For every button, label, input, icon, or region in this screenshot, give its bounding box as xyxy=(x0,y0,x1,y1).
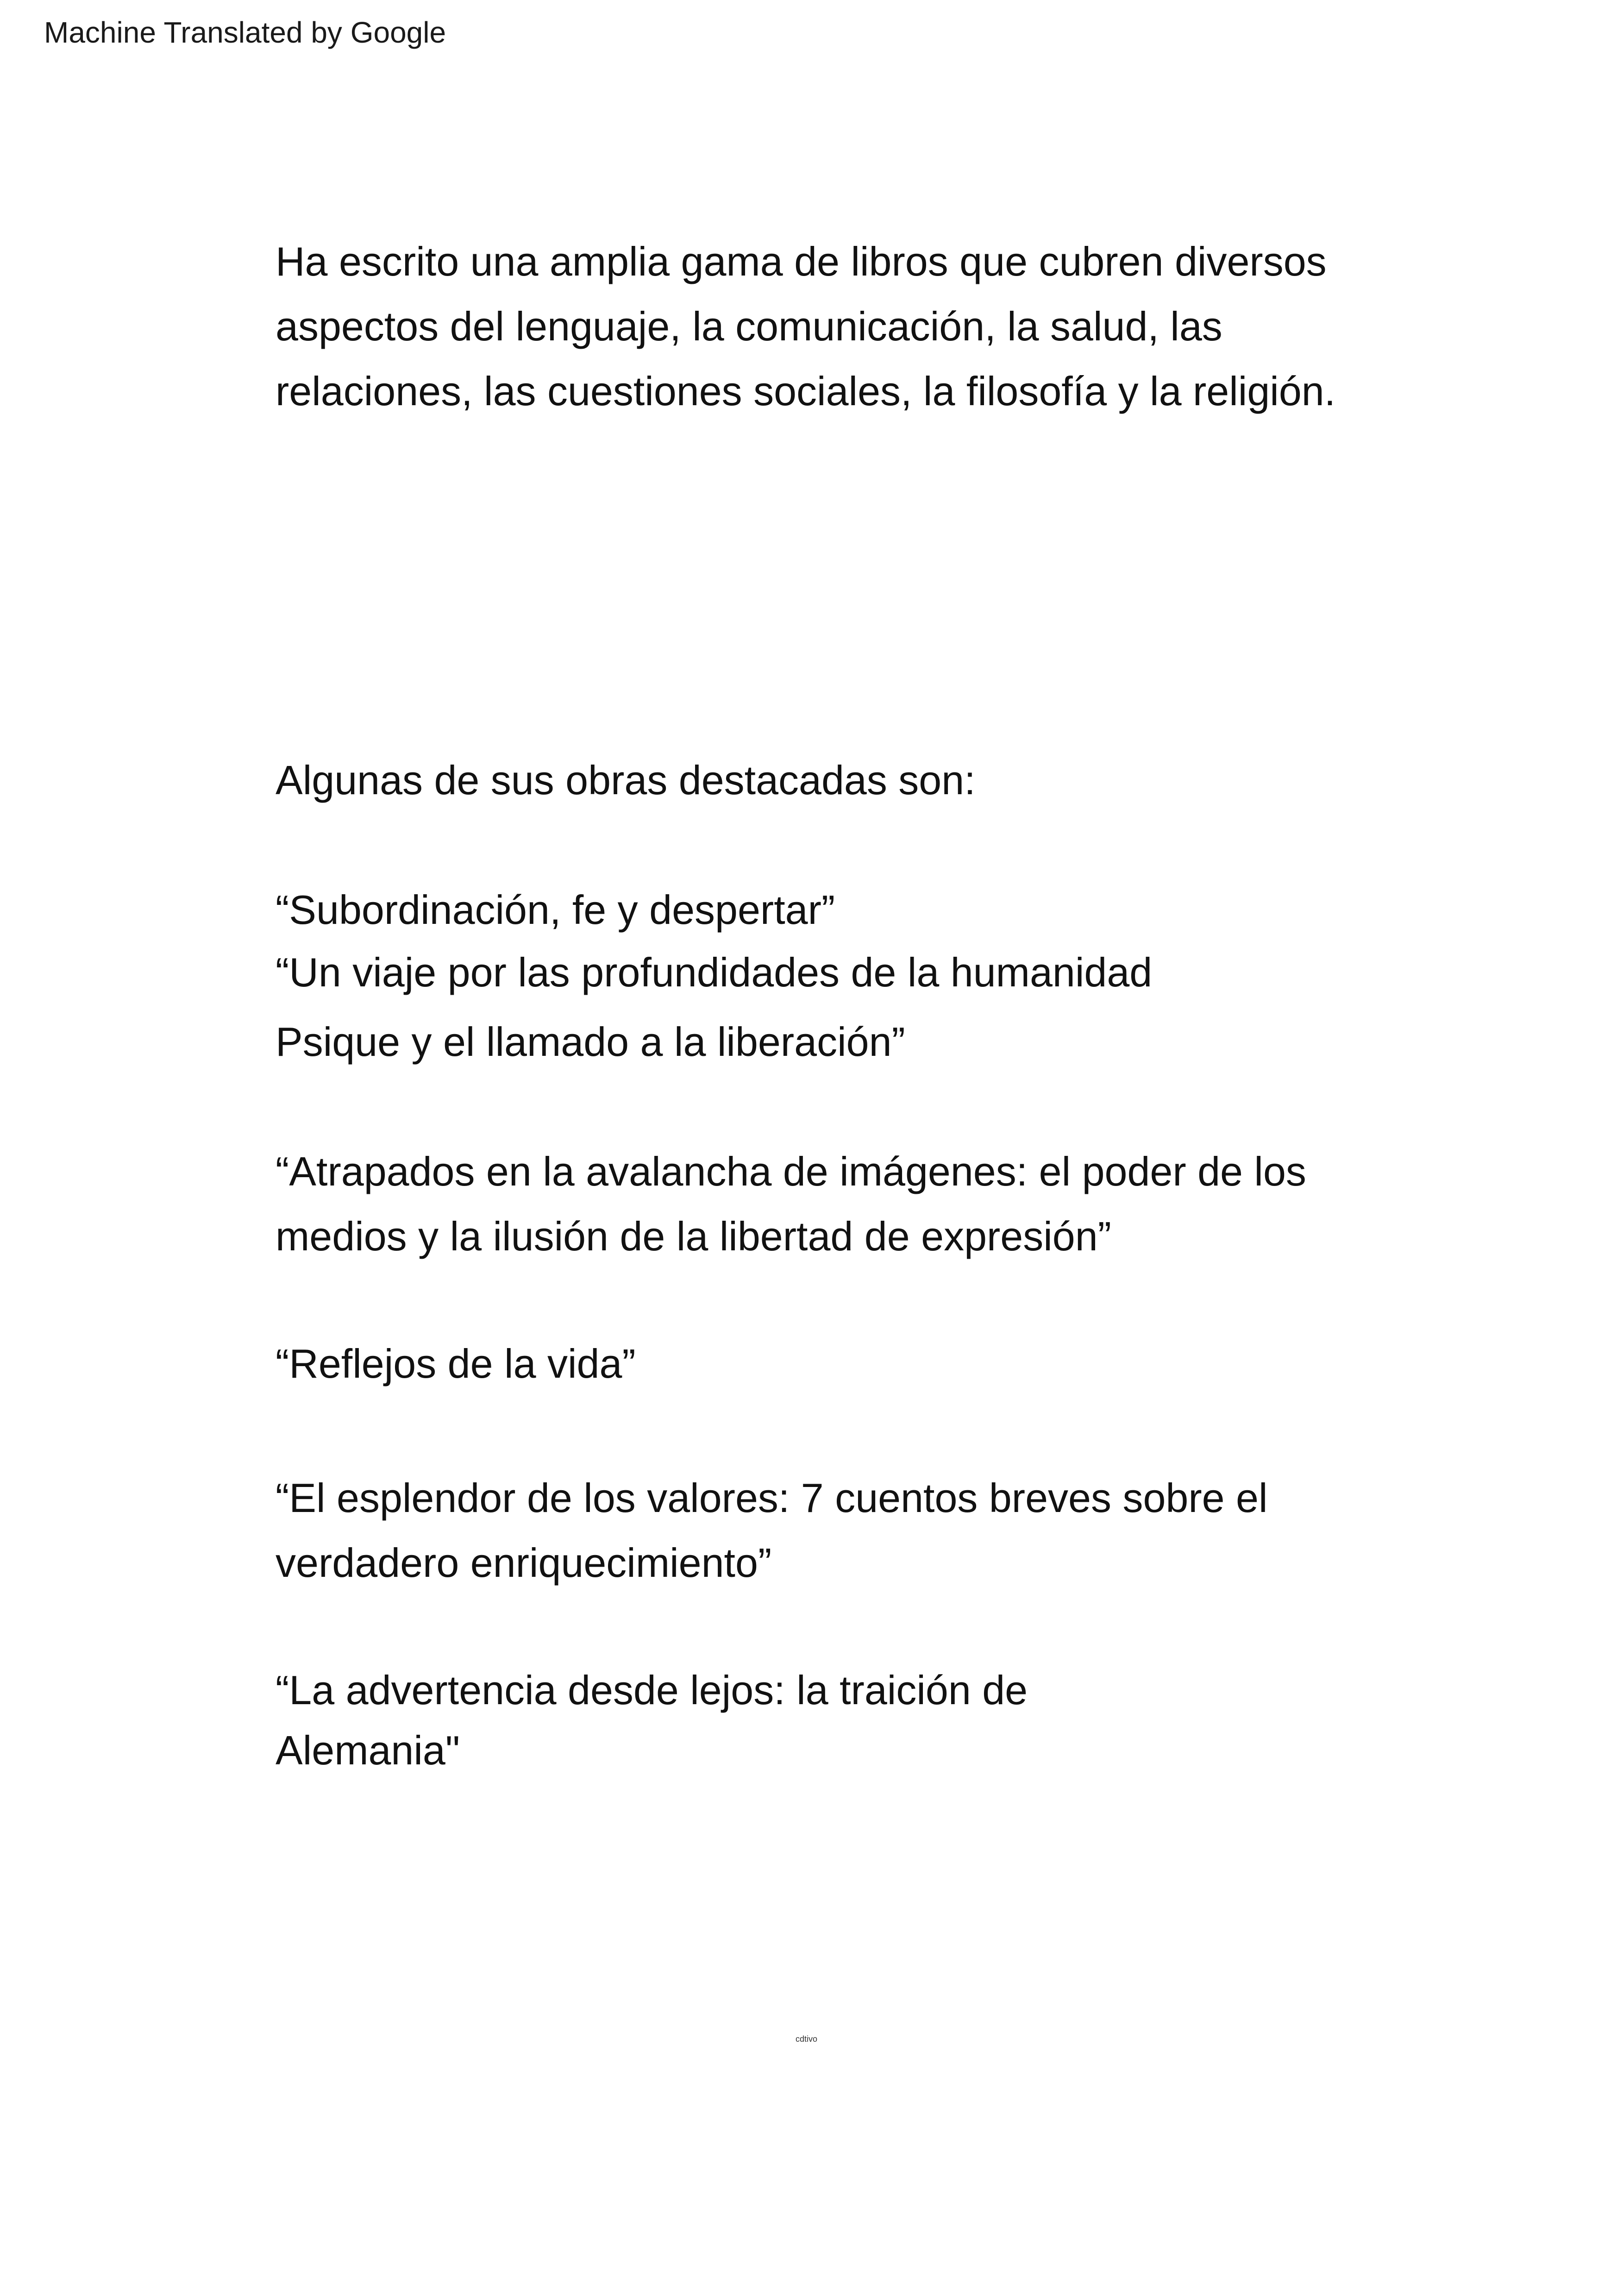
work-title-line: “Un viaje por las profundidades de la humanidad xyxy=(276,949,1153,995)
intro-line: relaciones, las cuestiones sociales, la filosofía y la religión. xyxy=(276,368,1336,414)
work-title-line: “Subordinación, fe y despertar” xyxy=(276,887,835,933)
footer-mark: cdtivo xyxy=(796,2034,818,2044)
work-title-line: “El esplendor de los valores: 7 cuentos breves sobre el xyxy=(276,1475,1268,1521)
machine-translation-banner: Machine Translated by Google xyxy=(44,16,446,49)
intro-line: aspectos del lenguaje, la comunicación, la salud, las xyxy=(276,303,1222,349)
work-title-line: “La advertencia desde lejos: la traición de xyxy=(276,1667,1028,1713)
intro-line: Ha escrito una amplia gama de libros que cubren diversos xyxy=(276,238,1327,284)
work-title-line: medios y la ilusión de la libertad de expresión” xyxy=(276,1213,1111,1259)
work-title-line: “Reflejos de la vida” xyxy=(276,1341,636,1386)
work-title-line: verdadero enriquecimiento” xyxy=(276,1540,772,1586)
works-heading: Algunas de sus obras destacadas son: xyxy=(276,757,976,803)
work-title-line: Psique y el llamado a la liberación” xyxy=(276,1019,905,1065)
work-title-line: Alemania" xyxy=(276,1727,460,1773)
work-title-line: “Atrapados en la avalancha de imágenes: el poder de los xyxy=(276,1148,1306,1194)
